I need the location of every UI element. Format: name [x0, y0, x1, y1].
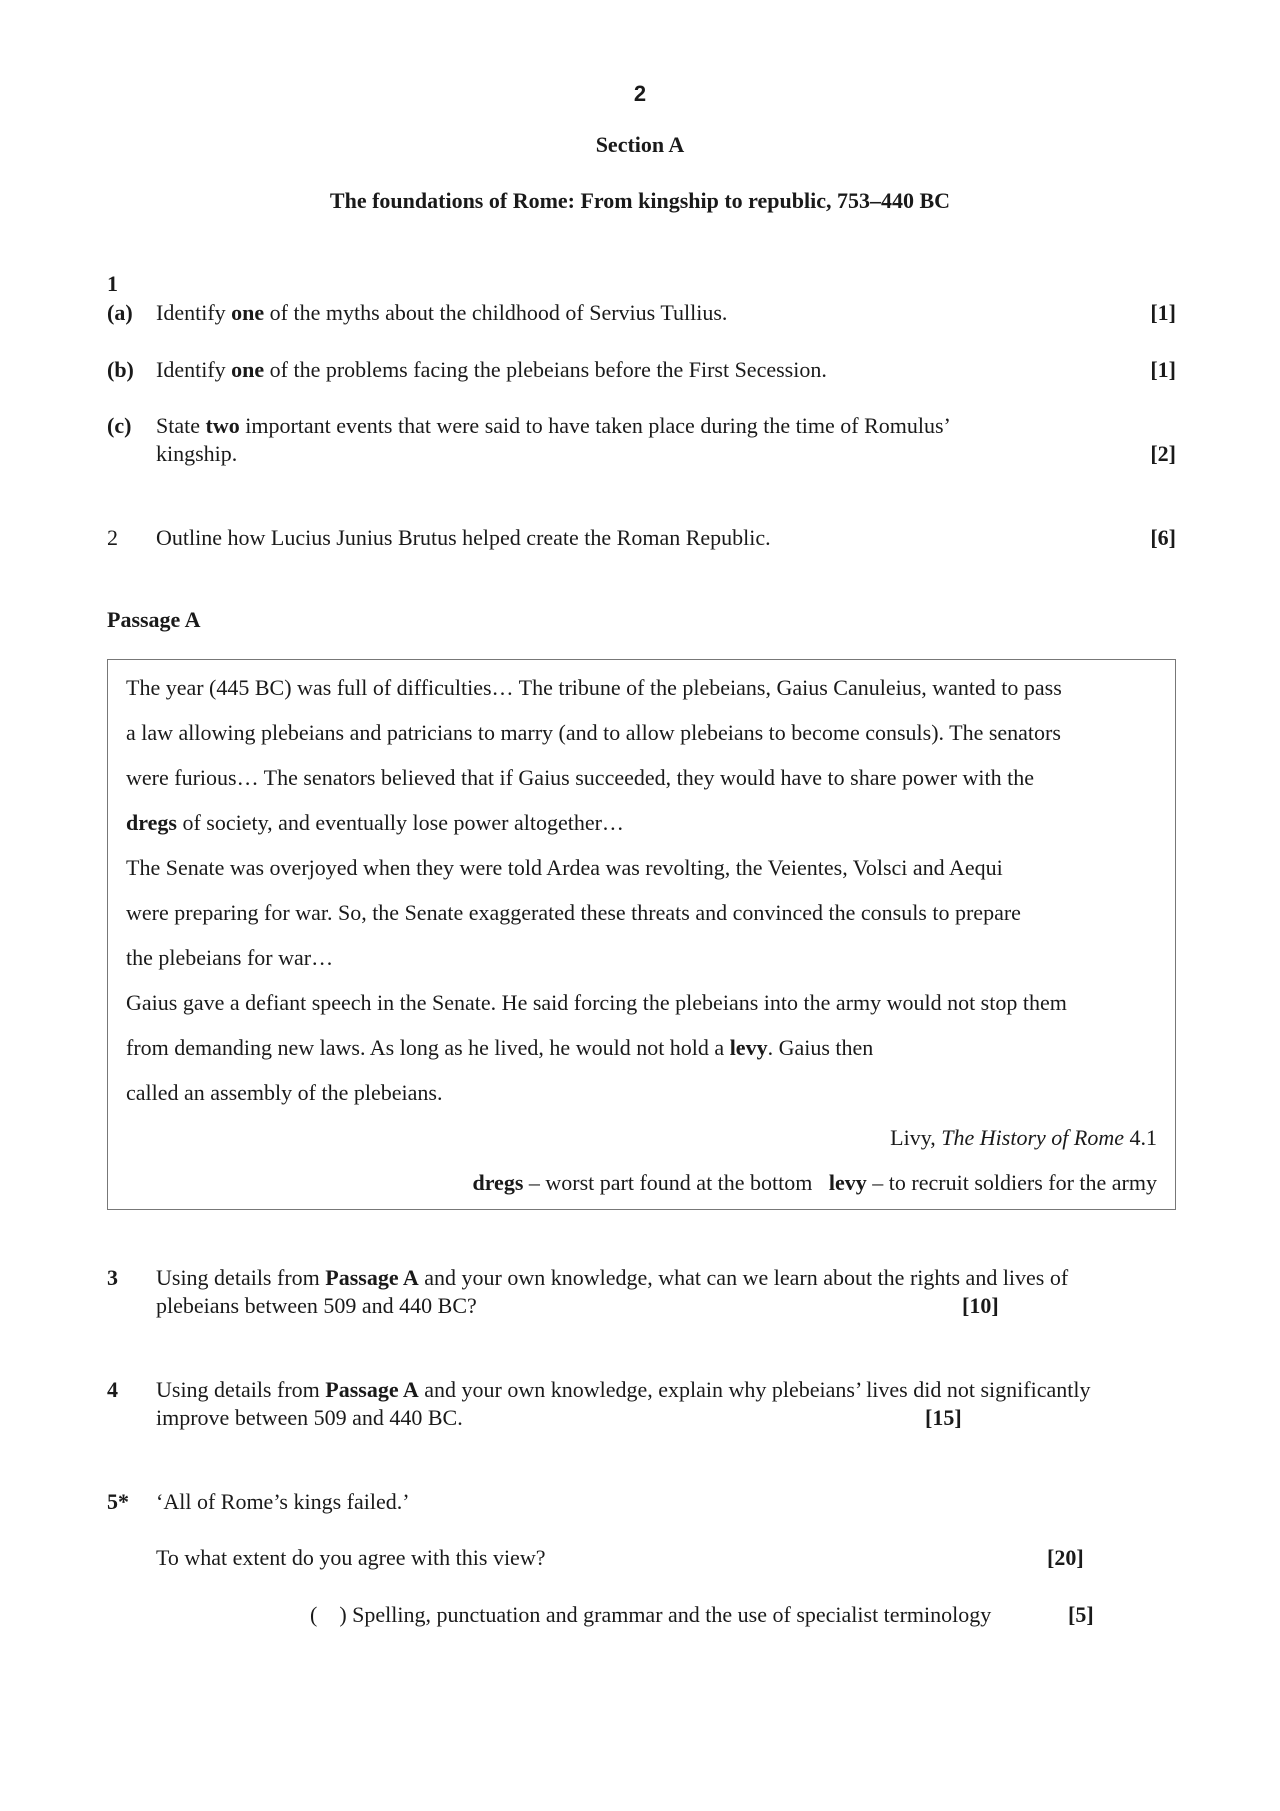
- passage-line: dregs of society, and eventually lose power altogether…: [126, 810, 624, 835]
- passage-line: from demanding new laws. As long as he lived, he would not hold a levy. Gaius then: [126, 1035, 874, 1060]
- question-3-number: 3: [107, 1265, 118, 1290]
- question-1c-label: (c): [107, 413, 132, 438]
- spag-statement: ( ) Spelling, punctuation and grammar and the use of specialist terminology: [310, 1602, 992, 1627]
- passage-line: The year (445 BC) was full of difficulties… The tribune of the plebeians, Gaius Canuleius, wanted to pass: [126, 675, 1062, 700]
- gloss-word-dregs: dregs: [126, 810, 177, 835]
- gloss-word-levy: levy: [729, 1035, 768, 1060]
- question-1b-mark: [1]: [1150, 357, 1176, 382]
- question-3-text: Using details from Passage A and your own knowledge, what can we learn about the rights and lives of: [156, 1265, 1069, 1290]
- question-5-mark: [20]: [1047, 1545, 1084, 1570]
- question-1c-text: State two important events that were said to have taken place during the time of Romulus’: [156, 413, 951, 438]
- page-title: The foundations of Rome: From kingship to republic, 753–440 BC: [329, 188, 951, 213]
- passage-citation: Livy, The History of Rome 4.1: [890, 1125, 1157, 1150]
- question-1c-mark: [2]: [1150, 441, 1176, 466]
- question-5-number: 5*: [107, 1489, 129, 1514]
- question-1-number: 1: [107, 271, 118, 296]
- passage-line: Gaius gave a defiant speech in the Senate. He said forcing the plebeians into the army would not stop them: [126, 990, 1067, 1015]
- question-1a-label: (a): [107, 300, 133, 325]
- question-5-quote: ‘All of Rome’s kings failed.’: [156, 1489, 410, 1514]
- passage-line: a law allowing plebeians and patricians to marry (and to allow plebeians to become consuls). The senators: [126, 720, 1061, 745]
- question-2-text: Outline how Lucius Junius Brutus helped create the Roman Republic.: [156, 525, 771, 550]
- question-4-text: Using details from Passage A and your own knowledge, explain why plebeians’ lives did not significantly: [156, 1377, 1091, 1402]
- question-5-text: To what extent do you agree with this view?: [156, 1545, 546, 1570]
- question-4-number: 4: [107, 1377, 118, 1402]
- question-3-mark: [10]: [962, 1293, 999, 1318]
- question-4-mark: [15]: [925, 1405, 962, 1430]
- passage-line: were preparing for war. So, the Senate exaggerated these threats and convinced the consuls to prepare: [126, 900, 1021, 925]
- question-1b-text: Identify one of the problems facing the plebeians before the First Secession.: [156, 357, 827, 382]
- question-4-text-line2: improve between 509 and 440 BC.: [156, 1405, 463, 1430]
- passage-line: called an assembly of the plebeians.: [126, 1080, 443, 1105]
- question-2-number: 2: [107, 525, 118, 550]
- passage-line: the plebeians for war…: [126, 945, 334, 970]
- question-2-mark: [6]: [1150, 525, 1176, 550]
- spag-mark: [5]: [1068, 1602, 1094, 1627]
- passage-line: were furious… The senators believed that if Gaius succeeded, they would have to share power with the: [126, 765, 1035, 790]
- page-number: 2: [633, 81, 647, 106]
- section-heading: Section A: [595, 132, 685, 157]
- question-1a-mark: [1]: [1150, 300, 1176, 325]
- question-3-text-line2: plebeians between 509 and 440 BC?: [156, 1293, 477, 1318]
- question-1c-text-line2: kingship.: [156, 441, 238, 466]
- question-1b-label: (b): [107, 357, 134, 382]
- question-1a-text: Identify one of the myths about the childhood of Servius Tullius.: [156, 300, 728, 325]
- passage-line: The Senate was overjoyed when they were told Ardea was revolting, the Veientes, Volsci and Aequi: [126, 855, 1003, 880]
- passage-label: Passage A: [107, 607, 201, 632]
- passage-glossary: dregs – worst part found at the bottom levy – to recruit soldiers for the army: [472, 1170, 1157, 1195]
